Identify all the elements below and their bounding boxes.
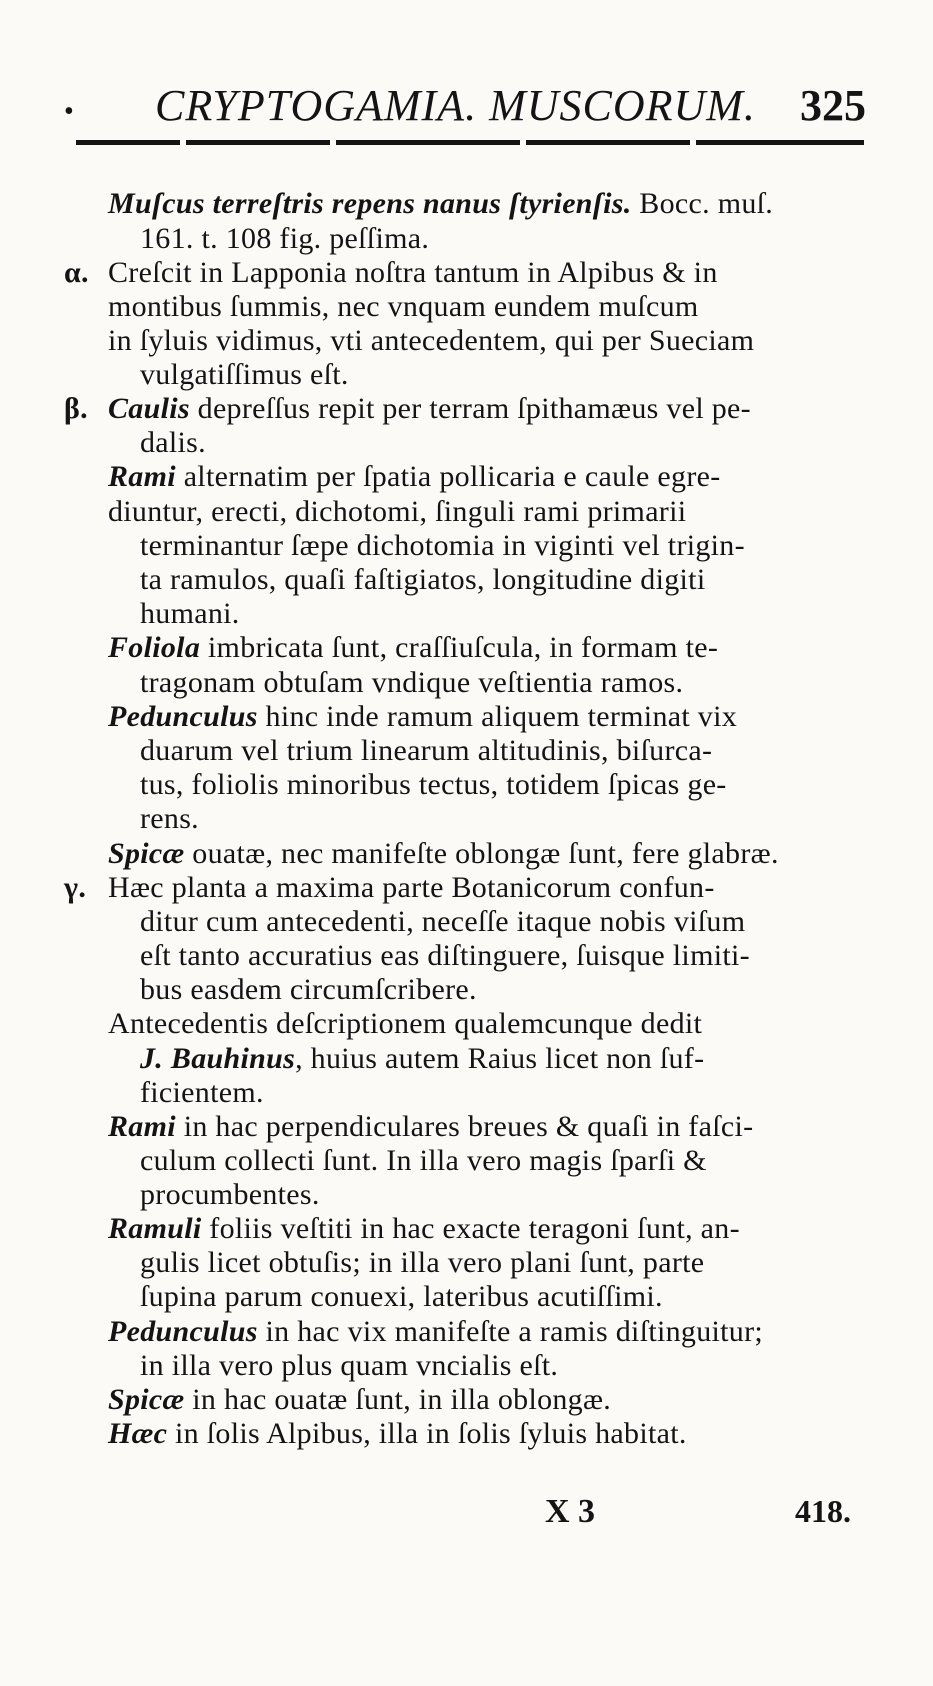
- text-line: [108, 1110, 753, 1144]
- paragraph-marker: β.: [64, 392, 88, 425]
- text-line: [140, 905, 745, 939]
- text-line: [140, 939, 750, 973]
- line-text: humani.: [140, 597, 240, 630]
- text-line: [64, 871, 715, 905]
- text-line: [140, 1280, 663, 1314]
- text-line: [140, 426, 206, 460]
- line-text: in hac vix manifeſte a ramis diſtinguitur;: [257, 1315, 763, 1348]
- text-line: [108, 495, 686, 529]
- line-text: , huius autem Raius licet non ſuf-: [295, 1042, 705, 1075]
- text-line: [140, 358, 349, 392]
- line-text: terminantur ſæpe dichotomia in viginti vel trigin-: [140, 529, 745, 562]
- line-text: 161. t. 108 fig. peſſima.: [140, 222, 430, 255]
- italic-term: J. Bauhinus: [140, 1042, 296, 1075]
- italic-term: Rami: [108, 1110, 176, 1143]
- text-line: [108, 290, 699, 324]
- line-text: Creſcit in Lapponia noſtra tantum in Alpibus & in: [108, 256, 718, 289]
- italic-term: Hæc: [108, 1417, 168, 1450]
- rule-gap: [520, 139, 526, 146]
- line-text: culum collecti ſunt. In illa vero magis ſparſi &: [140, 1144, 707, 1177]
- line-text: dalis.: [140, 426, 206, 459]
- text-line: [140, 973, 477, 1007]
- text-line: [140, 802, 199, 836]
- line-text: tragonam obtuſam vndique veſtientia ramos.: [140, 666, 684, 699]
- text-line: [108, 1417, 687, 1451]
- line-text: rens.: [140, 802, 199, 835]
- line-text: bus easdem circumſcribere.: [140, 973, 477, 1006]
- text-line: [108, 700, 737, 734]
- line-text: Hæc planta a maxima parte Botanicorum confun-: [108, 871, 715, 904]
- page-number: 325: [800, 81, 866, 130]
- text-line: [140, 1144, 707, 1178]
- header-rule: [76, 140, 864, 145]
- text-line: [140, 563, 705, 597]
- line-text: imbricata ſunt, craſſiuſcula, in formam te-: [200, 631, 719, 664]
- text-line: [108, 187, 773, 221]
- line-text: ditur cum antecedenti, neceſſe itaque nobis viſum: [140, 905, 746, 938]
- rule-gap: [330, 139, 336, 146]
- text-line: [140, 597, 240, 631]
- text-line: [140, 666, 683, 700]
- line-text: duarum vel trium linearum altitudinis, biſurca-: [140, 734, 713, 767]
- line-text: procumbentes.: [140, 1178, 320, 1211]
- line-text: ouatæ, nec manifeſte oblongæ ſunt, fere glabræ.: [184, 837, 779, 870]
- line-text: hinc inde ramum aliquem terminat vix: [257, 700, 738, 733]
- text-line: [108, 324, 754, 358]
- paragraph-marker: α.: [64, 256, 89, 289]
- line-text: in illa vero plus quam vncialis eſt.: [140, 1349, 559, 1382]
- paragraph-marker: γ.: [64, 871, 87, 904]
- text-line: [108, 1007, 702, 1041]
- text-line: [140, 1178, 320, 1212]
- line-text: diuntur, erecti, dichotomi, ſinguli rami primarii: [108, 495, 687, 528]
- running-title: CRYPTOGAMIA. MUSCORUM.: [155, 81, 756, 130]
- text-line: [108, 1383, 611, 1417]
- line-text: gulis licet obtuſis; in illa vero plani ſunt, parte: [140, 1246, 705, 1279]
- text-line: [64, 392, 751, 426]
- text-line: [108, 1315, 763, 1349]
- line-text: tus, foliolis minoribus tectus, totidem ſpicas ge-: [140, 768, 727, 801]
- line-text: Bocc. muſ.: [631, 187, 774, 220]
- text-line: [64, 256, 718, 290]
- italic-term: Muſcus terreſtris repens nanus ſtyrienſis.: [108, 187, 632, 220]
- line-text: alternatim per ſpatia pollicaria e caule egre-: [175, 460, 721, 493]
- signature-mark: X 3: [545, 1493, 596, 1530]
- line-text: in ſolis Alpibus, illa in ſolis ſyluis habitat.: [167, 1417, 687, 1450]
- text-line: [140, 529, 745, 563]
- line-text: in ſyluis vidimus, vti antecedentem, qui per Sueciam: [108, 324, 755, 357]
- running-header: [0, 80, 933, 140]
- line-text: in hac perpendiculares breues & quaſi in faſci-: [175, 1110, 754, 1143]
- text-line: [140, 1349, 558, 1383]
- line-text: Antecedentis deſcriptionem qualemcunque dedit: [108, 1007, 703, 1040]
- line-text: vulgatiſſimus eſt.: [140, 358, 349, 391]
- text-line: [108, 460, 721, 494]
- italic-term: Spicæ: [108, 1383, 185, 1416]
- text-line: [140, 734, 712, 768]
- italic-term: Ramuli: [108, 1212, 202, 1245]
- italic-term: Pedunculus: [108, 1315, 258, 1348]
- rule-gap: [690, 139, 696, 146]
- italic-term: Spicæ: [108, 837, 185, 870]
- italic-term: Rami: [108, 460, 176, 493]
- line-text: montibus ſummis, nec vnquam eundem muſcum: [108, 290, 699, 323]
- line-text: foliis veſtiti in hac exacte teragoni ſunt, an-: [201, 1212, 740, 1245]
- italic-term: Caulis: [108, 392, 190, 425]
- rule-gap: [180, 139, 186, 146]
- text-line: [108, 837, 779, 871]
- text-line: [140, 222, 429, 256]
- line-text: ta ramulos, quaſi faſtigiatos, longitudine digiti: [140, 563, 706, 596]
- catchword: 418.: [795, 1493, 851, 1529]
- text-line: [140, 1246, 704, 1280]
- text-line: [140, 1076, 264, 1110]
- italic-term: Foliola: [108, 631, 201, 664]
- italic-term: Pedunculus: [108, 700, 258, 733]
- text-line: [140, 1042, 704, 1076]
- line-text: in hac ouatæ ſunt, in illa oblongæ.: [184, 1383, 612, 1416]
- header-dot: •: [64, 96, 74, 127]
- line-text: depreſſus repit per terram ſpithamæus vel pe-: [189, 392, 751, 425]
- text-line: [108, 631, 718, 665]
- line-text: ſupina parum conuexi, lateribus acutiſſimi.: [140, 1280, 663, 1313]
- text-line: [140, 768, 727, 802]
- text-line: [108, 1212, 740, 1246]
- line-text: ficientem.: [140, 1076, 264, 1109]
- line-text: eſt tanto accuratius eas diſtinguere, ſuisque limiti-: [140, 939, 750, 972]
